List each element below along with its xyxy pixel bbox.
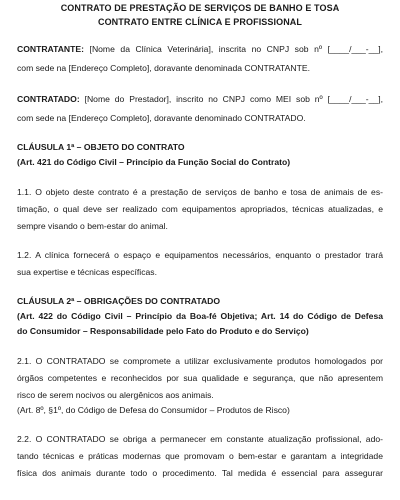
- clausula-2-heading: CLÁUSULA 2ª – OBRIGAÇÕES DO CONTRATADO: [17, 296, 221, 306]
- clausula-1-2-line-2: sua expertise e técnicas específicas.: [17, 267, 157, 277]
- document-title: CONTRATO DE PRESTAÇÃO DE SERVIÇOS DE BANHO E TOSA: [60, 3, 340, 13]
- clausula-1-1-line-1: 1.1. O objeto deste contrato é a prestação de serviços de banho e tosa de animais de es-: [17, 187, 383, 197]
- contratado-line-2: com sede na [Endereço Completo], doravante denominado CONTRATADO.: [17, 113, 306, 123]
- clausula-2-1-line-2: órgãos competentes e reconhecidos por sua qualidade e segurança, que não apresentem: [17, 373, 383, 383]
- contratado-label: CONTRATADO:: [17, 94, 80, 104]
- clausula-1-1-line-2: timação, o qual deve ser realizado com equipamentos apropriados, técnicas atualizadas, e: [17, 204, 383, 214]
- clausula-1-2-line-1: 1.2. A clínica fornecerá o espaço e equipamentos necessários, enquanto o prestador trará: [17, 250, 383, 260]
- contratante-label: CONTRATANTE:: [17, 44, 84, 54]
- contratado-text-1: [Nome do Prestador], inscrito no CNPJ como MEI sob nº [____/___-__],: [79, 94, 383, 104]
- clausula-2-1-line-4: (Art. 8º, §1º, do Código de Defesa do Consumidor – Produtos de Risco): [17, 405, 290, 415]
- contratante-line-2: com sede na [Endereço Completo], doravante denominada CONTRATANTE.: [17, 63, 310, 73]
- clausula-1-heading: CLÁUSULA 1ª – OBJETO DO CONTRATO: [17, 142, 185, 152]
- clausula-1-subheading: (Art. 421 do Código Civil – Princípio da Função Social do Contrato): [17, 157, 291, 167]
- clausula-2-subheading-2: do Consumidor – Responsabilidade pelo Fato do Produto e do Serviço): [17, 326, 309, 336]
- clausula-2-1-line-1: 2.1. O CONTRATADO se compromete a utilizar exclusivamente produtos homologados por: [17, 356, 383, 366]
- clausula-2-2-line-3: física dos animais durante todo o procedimento. Tal medida é essencial para assegurar: [17, 468, 383, 478]
- clausula-2-subheading-1: (Art. 422 do Código Civil – Princípio da Boa-fé Objetiva; Art. 14 do Código de Defesa: [17, 311, 383, 321]
- clausula-2-2-line-2: tando técnicas e práticas modernas que promovam o bem-estar e garantam a integridade: [17, 451, 383, 461]
- document-subtitle: CONTRATO ENTRE CLÍNICA E PROFISSIONAL: [97, 17, 303, 27]
- clausula-1-1-line-3: sempre visando o bem-estar do animal.: [17, 221, 168, 231]
- clausula-2-2-line-1: 2.2. O CONTRATADO se obriga a permanecer em constante atualização profissional, ado-: [17, 434, 383, 444]
- contratante-text-1: [Nome da Clínica Veterinária], inscrita no CNPJ sob nº [____/___-__],: [84, 44, 383, 54]
- clausula-2-1-line-3: risco de serem nocivos ou alergênicos aos animais.: [17, 390, 214, 400]
- contratado-line-1: [17, 94, 383, 105]
- contratante-line-1: [17, 44, 383, 55]
